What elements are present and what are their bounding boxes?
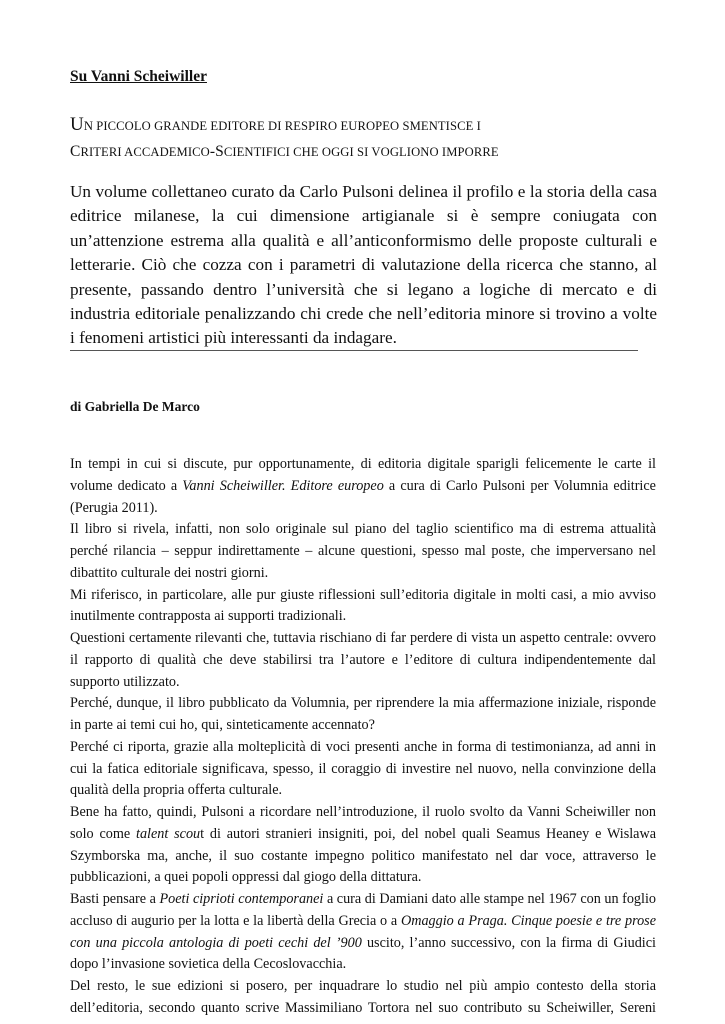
headline-line-2a: RITERI ACCADEMICO bbox=[80, 145, 210, 159]
paragraph-text: a cura di Damiani dato alle stampe nel 1967 con un foglio accluso di augurio per la lotta e la libertà della Grecia o a bbox=[70, 891, 656, 929]
separator-rule bbox=[70, 350, 638, 351]
book-title: Poeti ciprioti contemporanei bbox=[159, 891, 324, 907]
paragraph-text: In tempi in cui si discute, pur opportunamente, di editoria digitale sparigli felicemente le carte il volume dedicato a bbox=[70, 456, 656, 494]
headline-initial-2: C bbox=[70, 143, 81, 160]
headline-initial: U bbox=[70, 114, 84, 135]
headline-dash: - bbox=[209, 143, 216, 160]
paragraph-text: a cura di Carlo Pulsoni per Volumnia editrice (Perugia 2011). bbox=[70, 477, 656, 516]
book-title: Omaggio a Praga. Cinque poesie e tre prose con una piccola antologia di poeti cechi del ’900 bbox=[70, 912, 656, 951]
headline-initial-3: S bbox=[215, 143, 224, 160]
paragraph bbox=[70, 454, 656, 519]
paragraph: Questioni certamente rilevanti che, tuttavia rischiano di far perdere di vista un aspetto centrale: ovvero il rapporto di qualità che deve stabilirsi tra l’autore e l’editore di cultura indipendentemente dal supporto utilizzato. bbox=[70, 630, 656, 690]
paragraph bbox=[70, 889, 656, 976]
paragraph: Perché, dunque, il libro pubblicato da Volumnia, per riprendere la mia affermazione iniziale, risponde in parte ai temi cui ho, qui, sinteticamente accennato? bbox=[70, 695, 656, 733]
italic-term: talent scou bbox=[136, 825, 201, 842]
author-byline: di Gabriella De Marco bbox=[70, 399, 200, 414]
paragraph: Del resto, le sue edizioni si posero, per inquadrare lo studio nel più ampio contesto della storia dell’editoria, secondo quanto scrive Massimiliano Tortora nel suo contributo su Scheiwiller, Sereni bbox=[70, 978, 656, 1016]
paragraph: Il libro si rivela, infatti, non solo originale sul piano del taglio scientifico ma di estrema attualità perché rilancia – seppur indirettamente – alcune questioni, spesso mal poste, che imperversano nel dibattito culturale dei nostri giorni. bbox=[70, 521, 656, 581]
paragraph-text: Bene ha fatto, quindi, Pulsoni a ricordare nell’introduzione, il ruolo svolto da Vanni Scheiwiller non solo come bbox=[70, 804, 656, 842]
headline-line-1: N PICCOLO GRANDE EDITORE DI RESPIRO EUROPEO SMENTISCE I bbox=[83, 119, 481, 133]
section-kicker: Su Vanni Scheiwiller bbox=[70, 68, 207, 85]
article-body bbox=[70, 454, 656, 1020]
paragraph: Mi riferisco, in particolare, alle pur giuste riflessioni sull’editoria digitale in molti casi, a mio avviso inutilmente contrapposta ai supporti tradizionali. bbox=[70, 586, 656, 625]
headline-line-2b: CIENTIFICI CHE OGGI SI VOGLIONO IMPORRE bbox=[223, 145, 499, 159]
paragraph-text: uscito, l’anno successivo, con la firma di Giudici dopo l’invasione sovietica della Cecoslovacchia. bbox=[70, 934, 656, 973]
paragraph-text: Basti pensare a bbox=[70, 891, 160, 907]
paragraph bbox=[70, 802, 656, 889]
paragraph: Perché ci riporta, grazie alla molteplicità di voci presenti anche in forma di testimonianza, ad anni in cui la fatica editoriale significava, spesso, il coraggio di investire nel nuovo, nella convinzione della qualità della propria offerta culturale. bbox=[70, 738, 656, 799]
lead-paragraph: Un volume collettaneo curato da Carlo Pulsoni delinea il profilo e la storia della casa editrice milanese, la cui dimensione artigianale si è sempre coniugata con un’attenzione estrema alla qualità e all’anticonformismo delle proposte culturali e letterarie. Ciò che cozza con i parametri di valutazione della ricerca che stanno, al presente, passando dentro l’università che si legano a logiche di mercato e di industria editoriale penalizzando chi crede che nell’editoria minore si trovino a volte i fenomeni artistici più interessanti da indagare. bbox=[70, 182, 657, 348]
article-headline bbox=[70, 112, 656, 165]
paragraph-text: t di autori stranieri insigniti, poi, del nobel quali Seamus Heaney e Wislawa Szymborska ma, anche, il suo costante impegno politico manifestato nel dar voce, attraverso le pubblicazioni, a quei popoli oppressi dal giogo della dittatura. bbox=[70, 825, 657, 886]
book-title: Vanni Scheiwiller. Editore europeo bbox=[182, 477, 384, 494]
